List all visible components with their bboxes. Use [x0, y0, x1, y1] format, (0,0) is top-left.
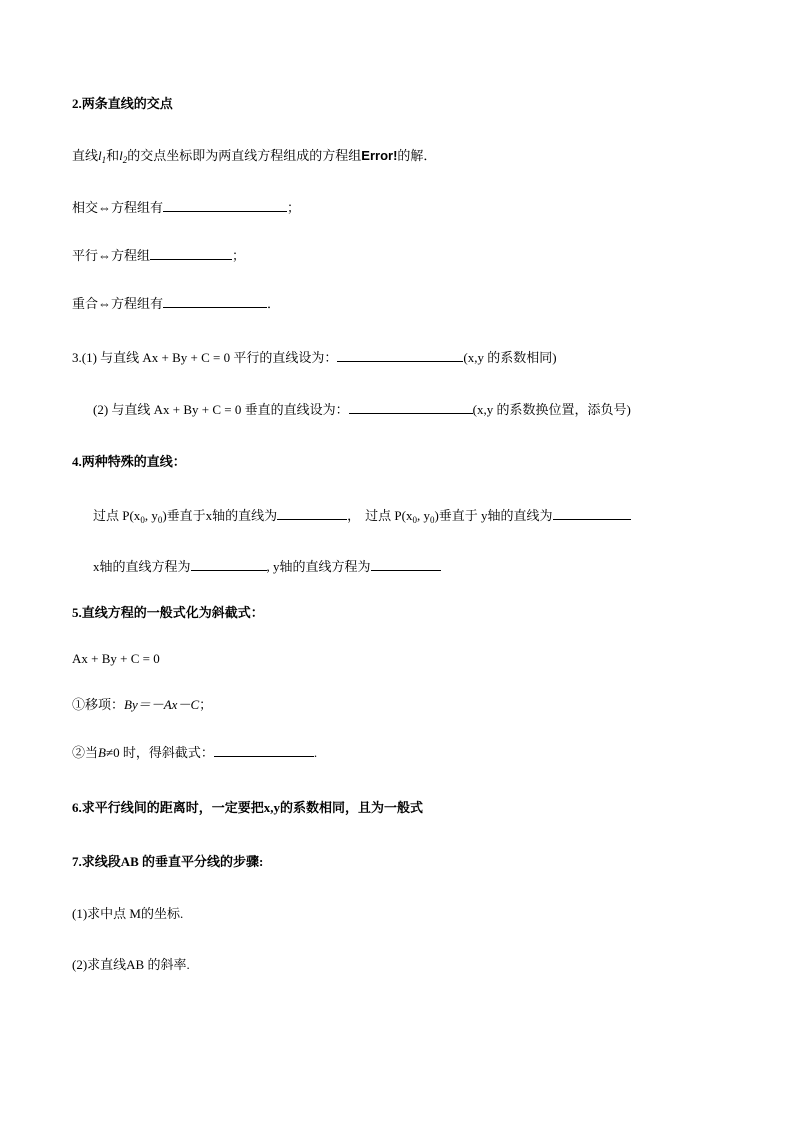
point-p-open: 过点 P(x — [93, 508, 141, 523]
step-slope-intercept — [72, 746, 317, 759]
y0-sub-2: 0 — [429, 515, 435, 525]
blank-y-axis[interactable] — [371, 560, 441, 571]
blank-intersect[interactable] — [163, 201, 287, 212]
perpendicular-line-note: (x,y 的系数换位置，添负号) — [472, 402, 631, 417]
section-6-heading: 6.求平行线间的距离时，一定要把x,y的系数相同，且为一般式 — [72, 800, 424, 815]
step-slope-mid: ≠0 时，得斜截式： — [105, 745, 214, 760]
intro-pre: 直线 — [72, 148, 99, 163]
blank-perp-x[interactable] — [277, 509, 347, 520]
blank-perp-y[interactable] — [553, 509, 631, 520]
item-intersect-end: ； — [287, 200, 301, 215]
axis-equations — [93, 560, 441, 573]
parallel-line-label: 3.(1) 与直线 Ax + By + C = 0 平行的直线设为： — [72, 350, 338, 365]
item-parallel-end: ； — [232, 248, 246, 263]
blank-coincide[interactable] — [163, 297, 267, 308]
step-transpose-label: ①移项： — [72, 697, 125, 712]
intro-mid: 和 — [106, 148, 120, 163]
error-text: Error! — [361, 148, 398, 163]
item-parallel-label: 平行⇔方程组 — [72, 248, 151, 263]
item-coincide-end: ． — [267, 296, 281, 311]
step-slope-end: . — [313, 745, 318, 760]
item-intersect-label: 相交⇔方程组有 — [72, 200, 164, 215]
section-7-step-2: (2)求直线AB 的斜率. — [72, 957, 190, 972]
perpendicular-line-label: (2) 与直线 Ax + By + C = 0 垂直的直线设为： — [93, 402, 349, 417]
var-b: B — [98, 745, 106, 760]
general-equation: Ax + By + C = 0 — [72, 651, 160, 666]
item-intersect — [72, 201, 300, 214]
item-parallel — [72, 249, 245, 262]
x0-sub: 0 — [140, 515, 145, 525]
perp-y-label: )垂直于 y轴的直线为 — [434, 508, 553, 523]
step-slope-label: ②当 — [72, 745, 99, 760]
x0-sub-2: 0 — [412, 515, 417, 525]
y0-sub: 0 — [157, 515, 163, 525]
section-4-heading: 4.两种特殊的直线： — [72, 454, 186, 469]
special-lines-through-point — [93, 508, 631, 525]
step-transpose-end: ； — [199, 697, 213, 712]
blank-x-axis[interactable] — [191, 560, 267, 571]
section-7-heading: 7.求线段AB 的垂直平分线的步骤: — [72, 854, 264, 869]
intro-post: 的交点坐标即为两直线方程组成的方程组 — [127, 148, 362, 163]
section-7-step-1: (1)求中点 M的坐标. — [72, 906, 184, 921]
point-p-comma: , y — [144, 508, 158, 523]
perp-x-label: )垂直于x轴的直线为 — [162, 508, 278, 523]
section-3-line-1 — [72, 351, 557, 364]
intro-end: 的解． — [397, 148, 437, 163]
blank-slope-intercept[interactable] — [214, 746, 314, 757]
step-transpose — [72, 698, 212, 711]
line-l2: $l_2$ — [119, 148, 128, 165]
point-p-open-2: 过点 P(x — [365, 508, 413, 523]
separator: ， — [347, 508, 361, 523]
blank-parallel-line[interactable] — [337, 351, 463, 362]
item-coincide — [72, 297, 280, 310]
section-5-heading: 5.直线方程的一般式化为斜截式： — [72, 605, 264, 620]
line-l1: $l_1$ — [98, 148, 107, 165]
section-2-heading: 2.两条直线的交点 — [72, 96, 173, 111]
section-2-intro — [72, 148, 437, 165]
x-axis-label: x轴的直线方程为 — [93, 559, 191, 574]
point-p-comma-2: , y — [416, 508, 430, 523]
item-coincide-label: 重合⇔方程组有 — [72, 296, 164, 311]
blank-parallel[interactable] — [150, 249, 232, 260]
y-axis-label: , y轴的直线方程为 — [266, 559, 371, 574]
parallel-line-note: (x,y 的系数相同) — [463, 350, 557, 365]
section-3-line-2 — [93, 403, 631, 416]
step-transpose-eq: By＝－Ax－C — [124, 697, 200, 712]
blank-perpendicular-line[interactable] — [349, 403, 473, 414]
